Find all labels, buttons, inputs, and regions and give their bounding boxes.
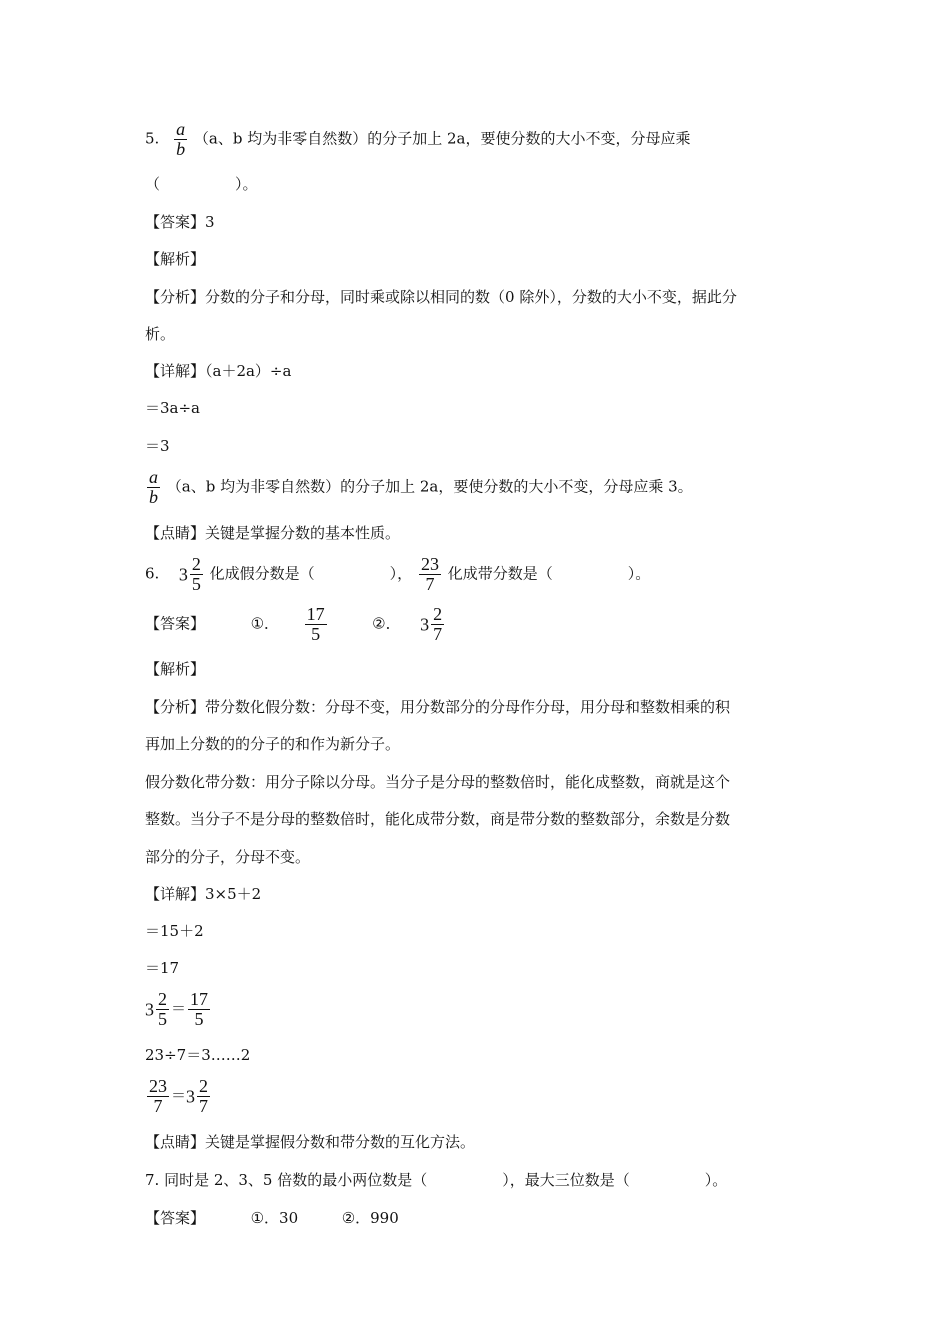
- q5-detail-3: ＝3: [145, 437, 170, 455]
- q5-conclusion-frac-num: a: [149, 467, 158, 487]
- q5-analysis-1: 【分析】分数的分子和分母，同时乘或除以相同的数（0 除外），分数的大小不变，据此分: [145, 288, 737, 306]
- q6-eq2-equals: ＝: [171, 1086, 187, 1105]
- q6-mixed-den: 5: [191, 574, 201, 594]
- q6-ans1-fraction: [305, 605, 327, 644]
- q5-analysis-2: 析。: [145, 325, 176, 343]
- q6-number: 6.: [145, 564, 160, 583]
- q6-eq2-whole: 3: [186, 1086, 196, 1107]
- q5-conclusion: [145, 468, 693, 507]
- q5-blank-line: （ ）。: [145, 175, 258, 193]
- q6-detail-2: ＝15＋2: [145, 922, 204, 940]
- q6-ans2-num: 2: [433, 604, 443, 624]
- q6-analysis-2: 再加上分数的的分子的和作为新分子。: [145, 735, 401, 753]
- q6-eq2-right-fraction: [197, 1077, 210, 1116]
- q6-eq1-left-fraction: [156, 990, 169, 1029]
- q6-division: 23÷7＝3……2: [145, 1046, 251, 1064]
- q6-eq2-right-num: 2: [199, 1076, 209, 1096]
- q6-answer-label: 【答案】: [145, 614, 206, 633]
- q5-fraction: [174, 120, 187, 159]
- q6-mixed-whole: 3: [178, 564, 188, 585]
- q6-equation-1: [145, 990, 212, 1029]
- q7-answer-label: 【答案】: [145, 1209, 206, 1227]
- q6-eq1-whole: 3: [145, 999, 154, 1020]
- q6-detail-3: ＝17: [145, 959, 180, 977]
- q6-jiexi: 【解析】: [145, 660, 206, 678]
- q6-improper-den: 7: [419, 574, 441, 594]
- q5-frac-den: b: [176, 139, 186, 159]
- q5-answer: 【答案】3: [145, 213, 215, 231]
- q5-question-line: [145, 120, 690, 159]
- q6-eq1-right-den: 5: [188, 1009, 210, 1029]
- q5-number: 5.: [145, 129, 160, 148]
- q6-eq2-left-den: 7: [147, 1096, 169, 1116]
- q6-text-a: 化成假分数是（ ），: [209, 564, 413, 583]
- q5-conclusion-frac-den: b: [149, 487, 158, 507]
- q7-question: 7. 同时是 2、3、5 倍数的最小两位数是（ ），最大三位数是（ ）。: [145, 1171, 728, 1189]
- q6-mixed-num: 2: [191, 554, 201, 574]
- q6-tip: 【点睛】关键是掌握假分数和带分数的互化方法。: [145, 1133, 476, 1151]
- q6-analysis-3: 假分数化带分数：用分子除以分母。当分子是分母的整数倍时，能化成整数，商就是这个: [145, 773, 731, 791]
- q5-detail-1: 【详解】（a＋2a）÷a: [145, 362, 292, 380]
- q6-eq1-equals: ＝: [171, 999, 187, 1018]
- q6-ans2-fraction: [431, 605, 444, 644]
- q5-detail-2: ＝3a÷a: [145, 399, 200, 417]
- q6-ans2-label: ②．: [372, 614, 401, 633]
- q5-question-text: （a、b 均为非零自然数）的分子加上 2a，要使分数的大小不变，分母应乘: [193, 129, 691, 148]
- q6-eq1-left-num: 2: [158, 989, 167, 1009]
- q6-ans1-label: ①．: [250, 614, 280, 633]
- q6-ans1-num: 17: [306, 604, 325, 624]
- q6-ans2-whole: 3: [420, 614, 430, 635]
- q6-analysis-4: 整数。当分子不是分母的整数倍时，能化成带分数，商是带分数的整数部分，余数是分数: [145, 810, 731, 828]
- q6-ans1-den: 5: [305, 624, 327, 644]
- q6-eq1-right-num: 17: [190, 989, 209, 1009]
- q7-ans2: ②．990: [341, 1209, 399, 1227]
- q6-mixed-fraction: [190, 555, 203, 594]
- q5-conclusion-text: （a、b 均为非零自然数）的分子加上 2a，要使分数的大小不变，分母应乘 3。: [166, 477, 693, 496]
- q5-conclusion-fraction: [147, 468, 160, 507]
- q6-answer-line: [145, 605, 446, 644]
- q7-answer-line: [145, 1208, 399, 1228]
- q6-text-b: 化成带分数是（ ）。: [447, 564, 651, 583]
- q6-eq1-right-fraction: [188, 990, 210, 1029]
- q5-jiexi: 【解析】: [145, 250, 206, 268]
- q6-eq2-left-fraction: [147, 1077, 169, 1116]
- q6-eq2-left-num: 23: [149, 1076, 167, 1096]
- q6-detail-1: 【详解】3×5＋2: [145, 885, 262, 903]
- q5-frac-num: a: [176, 119, 186, 139]
- q6-improper-num: 23: [420, 554, 439, 574]
- q6-eq1-left-den: 5: [158, 1009, 167, 1029]
- q6-ans2-den: 7: [433, 624, 443, 644]
- q6-question-line: [145, 555, 650, 594]
- q5-tip: 【点睛】关键是掌握分数的基本性质。: [145, 524, 401, 542]
- q7-ans1: ①．30: [250, 1209, 299, 1227]
- q6-improper-fraction: [419, 555, 441, 594]
- q6-analysis-5: 部分的分子，分母不变。: [145, 848, 311, 866]
- q6-analysis-1: 【分析】带分数化假分数：分母不变，用分数部分的分母作分母，用分母和整数相乘的积: [145, 698, 731, 716]
- q6-eq2-right-den: 7: [199, 1096, 209, 1116]
- q6-equation-2: [145, 1077, 212, 1116]
